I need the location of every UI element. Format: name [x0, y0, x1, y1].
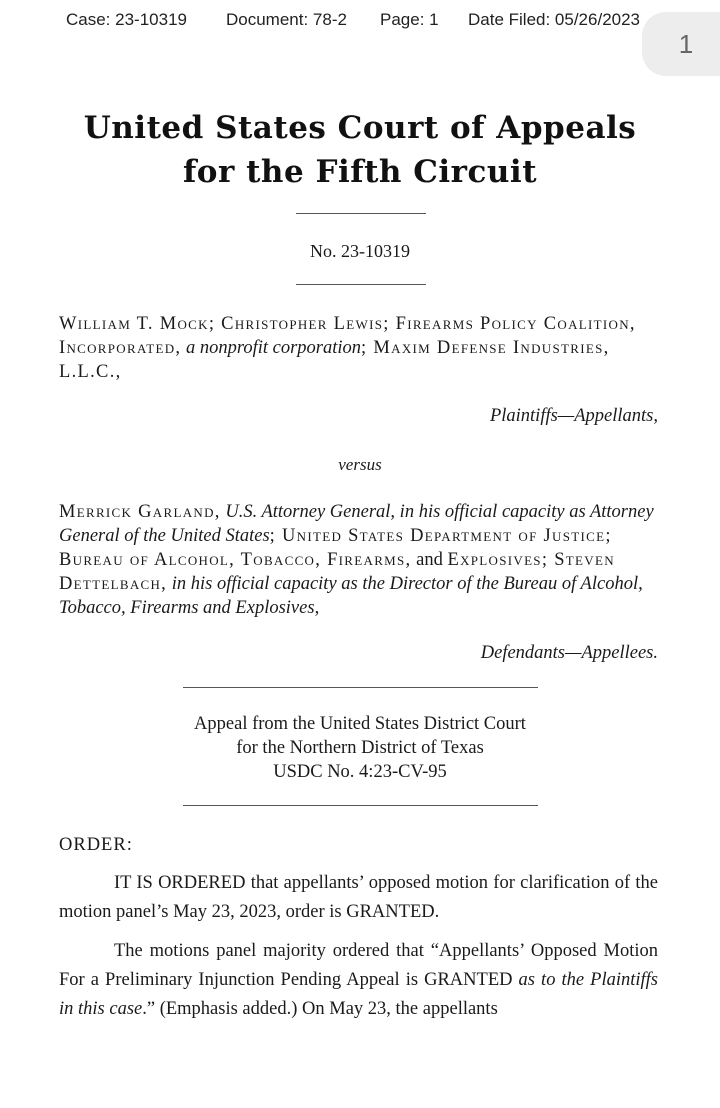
order-paragraph-2 — [59, 937, 658, 1024]
plaintiff-descriptor: a nonprofit corporation — [185, 338, 362, 358]
defendant-descriptor-garland: U.S. Attorney General, in his official capacity as Attorney General of the United States — [59, 502, 654, 546]
divider-short-top — [296, 213, 426, 214]
plaintiff-names-cont: ; Maxim Defense Industries, L.L.C., — [59, 338, 610, 382]
date-filed-header: Date Filed: 05/26/2023 — [468, 10, 641, 29]
order-paragraph-2-text-b: .” (Emphasis added.) On May 23, the appellants — [142, 999, 498, 1019]
ordered-caps: IT IS ORDERED — [114, 873, 246, 893]
court-title-line2: for the Fifth Circuit — [182, 154, 538, 190]
defendant-descriptor-dettelbach: in his official capacity as the Director of the Bureau of Alcohol, Tobacco, Firearms and Explosives — [59, 574, 643, 618]
document-header — [0, 10, 720, 34]
case-number-header: Case: 23-10319 — [66, 10, 187, 29]
defendant-and: and — [416, 550, 443, 570]
court-title-line1: United States Court of Appeals — [83, 110, 637, 146]
page-number-header: Page: 1 — [380, 10, 439, 29]
plaintiff-names: William T. Mock; Christopher Lewis; Firearms Policy Coalition, Incorporated, — [59, 314, 636, 358]
versus-label: versus — [338, 455, 382, 474]
appeal-line3: USDC No. 4:23-CV-95 — [273, 762, 447, 782]
defendants-block — [59, 500, 659, 620]
order-paragraph-2-text-a: The motions panel majority ordered that “Appellants’ Opposed Motion For a Preliminary Injunction Pending Appeal is GRANTED — [59, 941, 658, 990]
plaintiffs-role: Plaintiffs—Appellants, — [489, 406, 658, 426]
order-paragraph-1 — [59, 869, 658, 927]
order-paragraph-2-emphasis: as to the Plaintiffs in this case — [59, 970, 659, 1019]
divider-long-bottom — [183, 805, 538, 806]
plaintiffs-block — [59, 312, 659, 384]
document-number-header: Document: 78-2 — [226, 10, 347, 29]
divider-short-bottom — [296, 284, 426, 285]
defendant-names-agencies: ; United States Department of Justice; Bureau of Alcohol, Tobacco, Firearms, — [59, 526, 612, 570]
defendant-names-cont: Explosives; Steven Dettelbach, — [59, 550, 615, 594]
order-paragraph-1-text: that appellants’ opposed motion for clarification of the motion panel’s May 23, 2023, order is GRANTED. — [59, 873, 658, 922]
defendants-role: Defendants—Appellees. — [480, 643, 658, 663]
defendant-trail: , — [314, 598, 320, 618]
page-indicator-badge[interactable]: 1 — [642, 12, 720, 76]
order-heading: ORDER: — [59, 835, 133, 855]
divider-long-top — [183, 687, 538, 688]
appeal-line1: Appeal from the United States District Court — [194, 714, 526, 734]
case-number: No. 23-10319 — [310, 241, 410, 261]
defendant-name-garland: Merrick Garland, — [59, 502, 221, 522]
appeal-line2: for the Northern District of Texas — [236, 738, 484, 758]
